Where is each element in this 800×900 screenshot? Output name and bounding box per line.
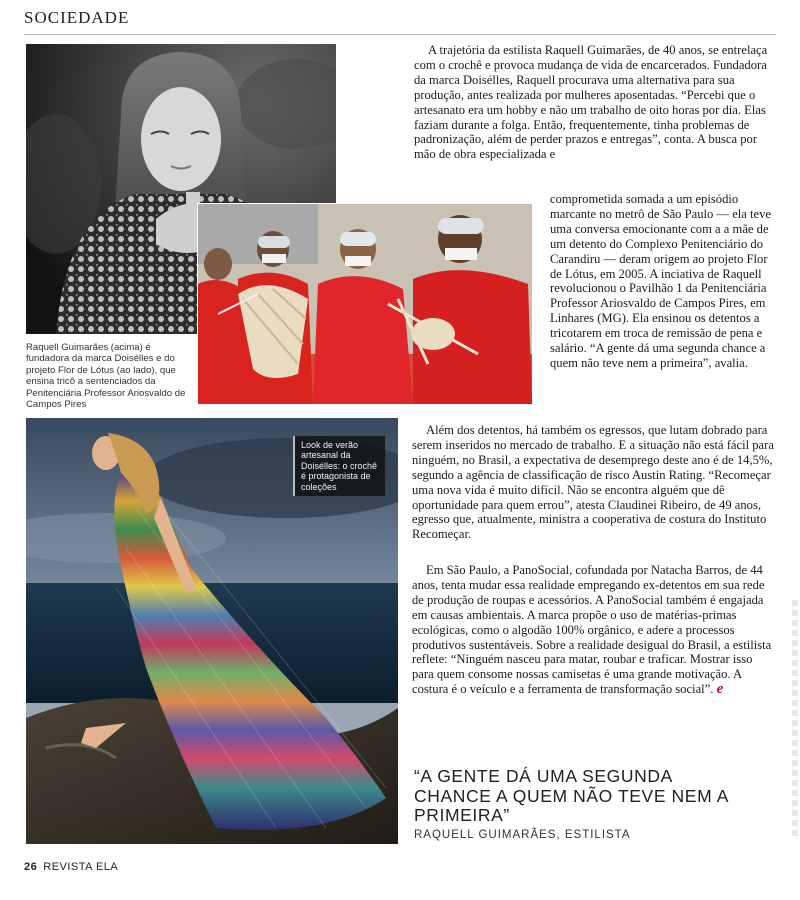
article-paragraph-3 bbox=[412, 423, 774, 542]
publication-name: REVISTA ELA bbox=[43, 861, 119, 873]
article-paragraph-2: comprometida somada a um episódio marcante no metrô de São Paulo — ela teve uma conversa emocionante com a a mãe de um detento do Complexo Penitenciário do Carandiru — deram origem ao projeto Flor de Lótus, em 2005. A inciativa de Raquell revolucionou o Pavilhão 1 da Penitenciária Professor Ariosvaldo de Campos Pires, em Linhares (MG). Ela ensinou os detentos a tricotarem em troca de remissão de pena e salário. “A gente dá uma segunda chance a quem não teve nem a primeira”, avalia. bbox=[550, 192, 772, 370]
model-caption: Look de verão artesanal da Doisélles: o crochê é protagonista de coleções bbox=[293, 436, 385, 496]
pull-quote: “A GENTE DÁ UMA SEGUNDA CHANCE A QUEM NÃO TEVE NEM A PRIMEIRA” bbox=[414, 766, 729, 825]
page-gutter-bleed bbox=[792, 600, 798, 840]
portrait-caption: Raquell Guimarães (acima) é fundadora da marca Doisélles e do projeto Flor de Lótus (ao lado), que ensina tricô a sentenciados da Penitenciária Professor Ariosvaldo de Campos Pires bbox=[26, 342, 186, 411]
article-paragraph-4 bbox=[412, 563, 774, 697]
article-paragraph-1 bbox=[414, 43, 774, 162]
article-paragraph-3-text: Além dos detentos, há também os egressos, que lutam dobrado para serem inseridos no mercado de trabalho. E a situação não está fácil para ninguém, no Brasil, a expectativa de desemprego deste ano é de 14,5%, segundo a agência de classificação de risco Austin Rating. “Recomeçar uma nova vida é muito difícil. Não se encontra alguém que dê oportunidade para quem errou”, atesta Claudinei Ribeiro, de 49 anos, egresso que, atualmente, ministra a cooperativa de costura do Instituto Recomeçar. bbox=[412, 423, 774, 542]
knitting-inmates-photo bbox=[197, 203, 533, 405]
section-header: SOCIEDADE bbox=[24, 8, 130, 27]
article-paragraph-1-text: A trajetória da estilista Raquell Guimarães, de 40 anos, se entrelaça com o crochê e provoca mudança de vida de encarcerados. Fundadora da marca Doisélles, Raquell procurava uma alternativa para sua produção, antes realizada por mulheres aposentadas. “Percebi que o artesanato era um hobby e não um trabalho de oito horas por dia. Elas faziam durante a folga. Então, frequentemente, tinha problemas de padronização, além de perder prazos e entregas”, conta. A busca por mão de obra especializada e bbox=[414, 43, 768, 162]
end-of-article-mark: e bbox=[716, 681, 724, 698]
page-number: 26 bbox=[24, 861, 38, 873]
pull-quote-attribution: RAQUELL GUIMARÃES, ESTILISTA bbox=[414, 829, 631, 841]
page-footer bbox=[24, 861, 118, 873]
header-rule bbox=[24, 34, 776, 35]
article-paragraph-4-text: Em São Paulo, a PanoSocial, cofundada por Natacha Barros, de 44 anos, tenta mudar essa realidade empregando ex-detentos em sua rede de produção de roupas e acessórios. A PanoSocial também é engajada em causas ambientais. A marca propõe o uso de matérias-primas ecológicas, como o algodão 100% orgânico, e adere a processos produtivos sustentáveis. Sobre a realidade desigual do Brasil, a estilista reflete: “Ninguém nasceu para matar, roubar e traficar. Mostrar isso para quem consome nossas camisetas é uma grande motivação. A costura é o veículo e a ferramenta de transformação social”. bbox=[412, 563, 772, 697]
